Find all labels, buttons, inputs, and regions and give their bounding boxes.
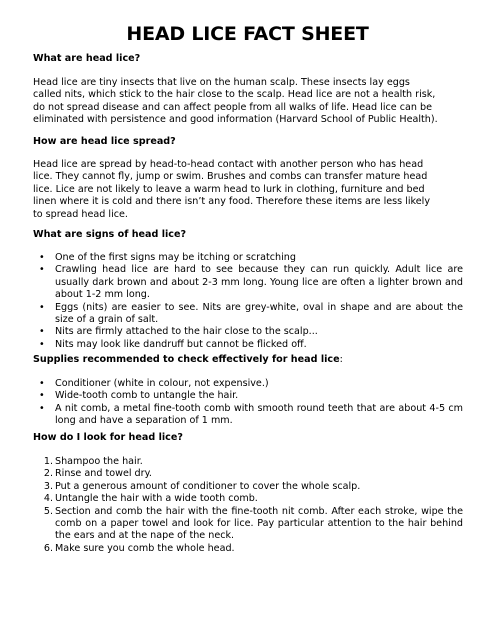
signs-list — [33, 252, 463, 351]
section-heading: What are signs of head lice? — [33, 229, 187, 240]
section-signs — [33, 229, 463, 241]
section-heading: Supplies recommended to check effectively for head lice — [33, 354, 340, 365]
list-item — [33, 506, 463, 543]
step-text: Shampoo the hair. — [55, 456, 143, 467]
page-title: HEAD LICE FACT SHEET — [126, 23, 369, 45]
section-heading: How do I look for head lice? — [33, 432, 183, 443]
heading-suffix: : — [339, 354, 343, 365]
section-heading: How are head lice spread? — [33, 136, 176, 147]
list-item: • Eggs (nits) are easier to see. Nits are grey-white, oval in shape and are about the size of a grain of salt. — [33, 302, 463, 327]
step-number: 5. — [43, 505, 53, 517]
step-number: 6. — [43, 542, 53, 554]
step-text: Untangle the hair with a wide tooth comb. — [55, 493, 258, 505]
list-item: • Wide-tooth comb to untangle the hair. — [33, 390, 463, 402]
list-item: • Nits are firmly attached to the hair close to the scalp... — [33, 326, 463, 338]
text-line: to spread head lice. — [33, 208, 128, 220]
list-item: • Conditioner (white in colour, not expensive.) — [33, 378, 463, 390]
text-line: do not spread disease and can affect people from all walks of life. Head lice can be — [33, 101, 433, 113]
text-line: lice. They cannot fly, jump or swim. Brushes and combs can transfer mature head — [33, 171, 428, 183]
section-how-to-look — [33, 432, 463, 444]
list-item — [33, 481, 463, 493]
list-item — [33, 493, 463, 505]
section-how-spread — [33, 136, 463, 148]
section-body — [33, 159, 463, 221]
list-item — [33, 543, 463, 555]
text-line: Head lice are tiny insects that live on the human scalp. These insects lay eggs — [33, 77, 410, 88]
step-number: 2. — [43, 468, 53, 480]
text-line: lice. Lice are not likely to leave a warm head to lurk in clothing, furniture and bed — [33, 183, 425, 195]
section-what-are-head-lice — [33, 53, 463, 65]
text-line: Head lice are spread by head-to-head contact with another person who has head — [33, 159, 424, 170]
list-item: • A nit comb, a metal fine-tooth comb with smooth round teeth that are about 4-5 cm long and have a separation of 1 mm. — [33, 403, 463, 428]
step-number: 1. — [43, 456, 53, 467]
text-line: called nits, which stick to the hair close to the scalp. Head lice are not a health risk, — [33, 89, 436, 101]
list-item — [33, 468, 463, 480]
list-item — [33, 456, 463, 468]
list-item: • Nits may look like dandruff but cannot be flicked off. — [33, 339, 463, 351]
steps-list — [33, 456, 463, 555]
text-line: eliminated with persistence and good information (Harvard School of Public Health). — [33, 114, 438, 126]
step-number: 3. — [43, 480, 53, 492]
step-number: 4. — [43, 493, 53, 505]
section-heading: What are head lice? — [33, 53, 141, 64]
step-text: Rinse and towel dry. — [55, 468, 152, 480]
text-line: linen where it is cold and there isn’t any food. Therefore these items are less likely — [33, 196, 431, 208]
section-body — [33, 77, 463, 127]
list-item: • Crawling head lice are hard to see because they can run quickly. Adult lice are usually dark brown and about 2-3 mm long. Young lice are often a lighter brown and about 1-2 mm long. — [33, 264, 463, 301]
step-text: Put a generous amount of conditioner to cover the whole scalp. — [55, 480, 361, 492]
step-text: Section and comb the hair with the fine-tooth nit comb. After each stroke, wipe the comb on a paper towel and look for lice. Pay particular attention to the hair behind the ears and at the nape of the neck. — [55, 505, 463, 542]
list-item: • One of the first signs may be itching or scratching — [33, 252, 463, 264]
step-text: Make sure you comb the whole head. — [55, 542, 235, 554]
supplies-list — [33, 378, 463, 428]
section-supplies — [33, 354, 463, 366]
